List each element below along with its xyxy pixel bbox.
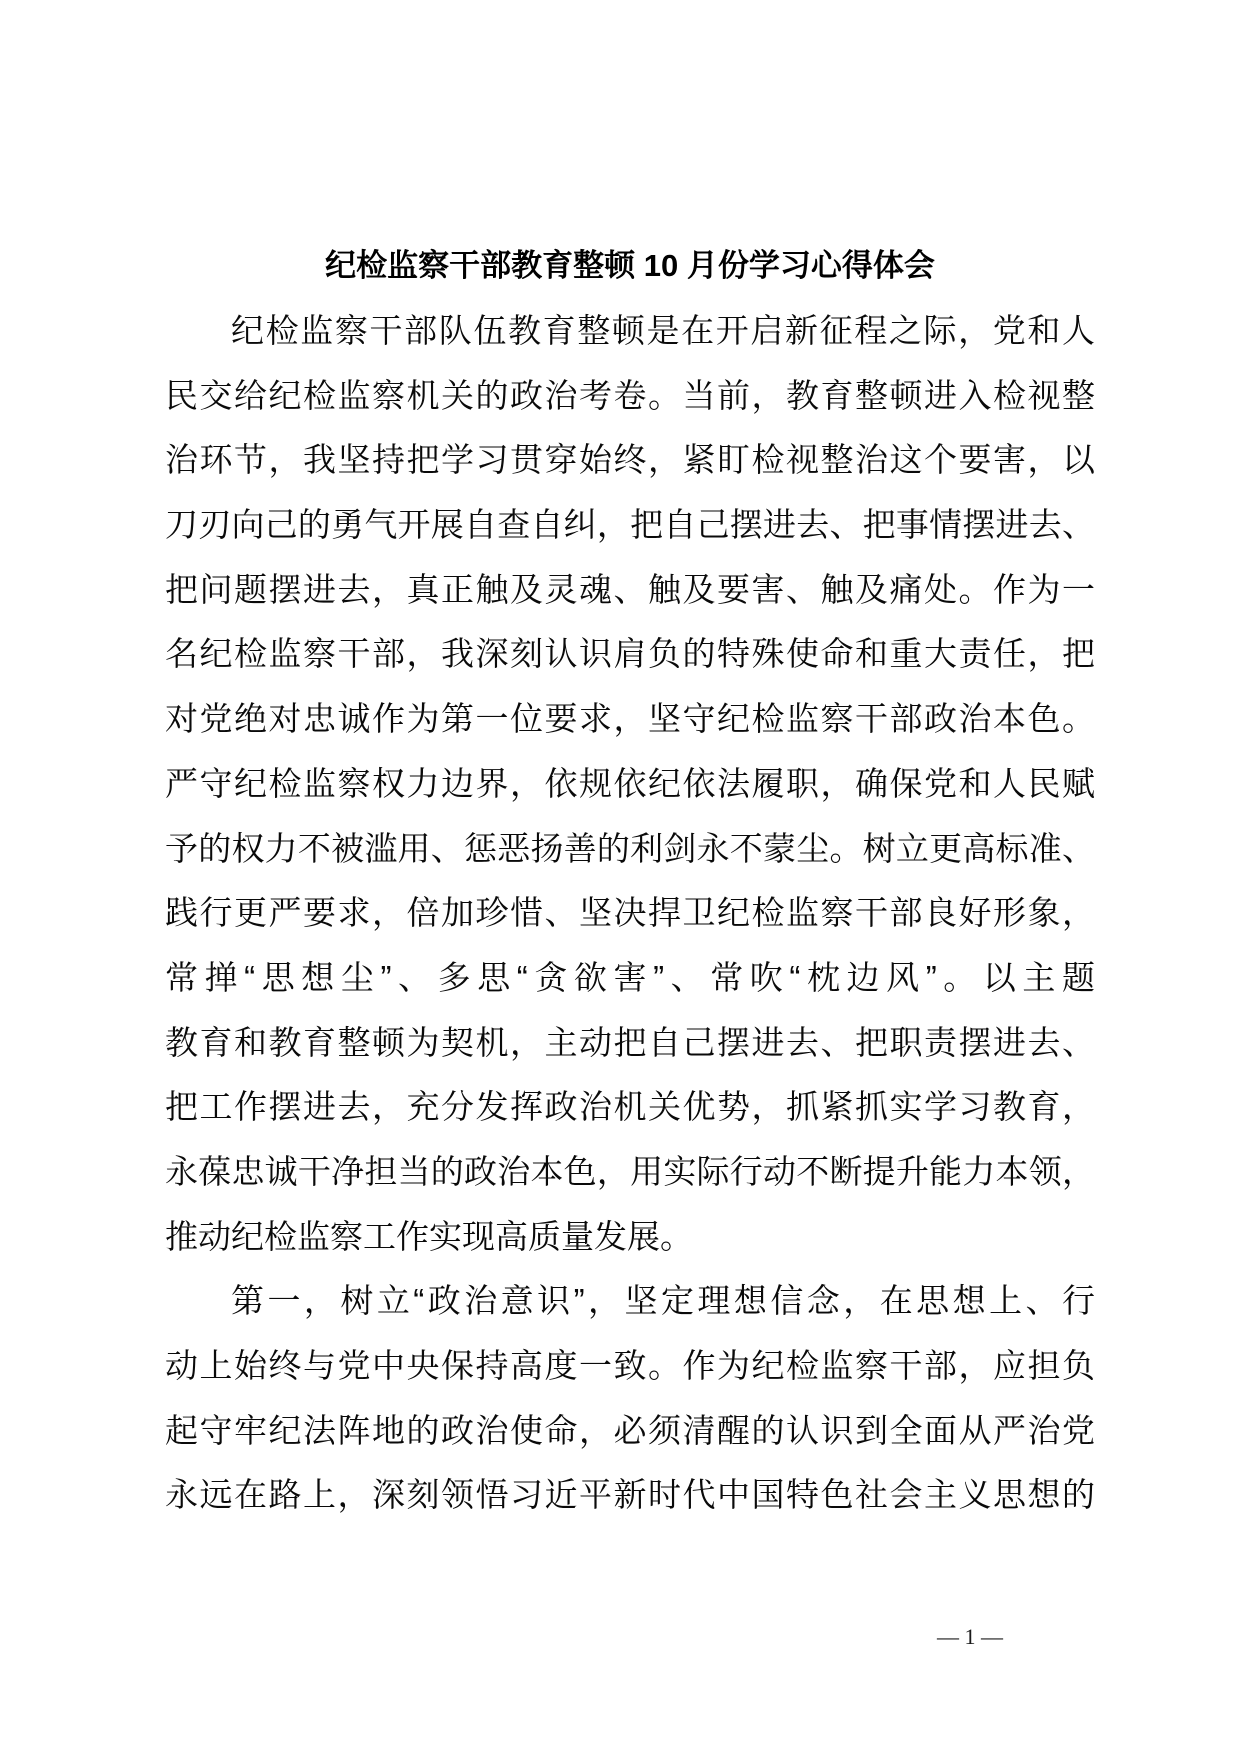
body-line: 动上始终与党中央保持高度一致。作为纪检监察干部，应担负 [165,1347,1095,1384]
body-line: 予的权力不被滥用、惩恶扬善的利剑永不蒙尘。树立更高标准、 [165,829,1095,867]
body-line: 治环节，我坚持把学习贯穿始终，紧盯检视整治这个要害，以 [165,441,1095,479]
body-line: 起守牢纪法阵地的政治使命，必须清醒的认识到全面从严治党 [165,1411,1095,1449]
body-line: 对党绝对忠诚作为第一位要求，坚守纪检监察干部政治本色。 [165,700,1095,738]
body-line: 永远在路上，深刻领悟习近平新时代中国特色社会主义思想的 [165,1476,1095,1514]
body-line: 把问题摆进去，真正触及灵魂、触及要害、触及痛处。作为一 [165,570,1095,608]
body-line: 常掸“思想尘”、多思“贪欲害”、常吹“枕边风”。以主题 [165,958,1095,996]
page-number: — 1 — [937,1624,1003,1649]
body-line: 践行更严要求，倍加珍惜、坚决捍卫纪检监察干部良好形象， [165,894,1095,932]
body-line: 纪检监察干部队伍教育整顿是在开启新征程之际，党和人 [231,312,1095,349]
body-line: 第一，树立“政治意识”，坚定理想信念，在思想上、行 [231,1282,1095,1320]
body-line: 教育和教育整顿为契机，主动把自己摆进去、把职责摆进去、 [165,1023,1095,1061]
body-line: 刀刃向己的勇气开展自查自纠，把自己摆进去、把事情摆进去、 [165,506,1095,544]
body-line: 把工作摆进去，充分发挥政治机关优势，抓紧抓实学习教育， [165,1088,1095,1126]
body-line-paragraph-end: 推动纪检监察工作实现高质量发展。 [165,1217,693,1255]
body-line: 永葆忠诚干净担当的政治本色，用实际行动不断提升能力本领， [165,1152,1095,1190]
body-line: 民交给纪检监察机关的政治考卷。当前，教育整顿进入检视整 [165,376,1095,414]
document-title: 纪检监察干部教育整顿 10 月份学习心得体会 [325,248,935,283]
body-line: 名纪检监察干部，我深刻认识肩负的特殊使命和重大责任，把 [165,635,1095,673]
body-line: 严守纪检监察权力边界，依规依纪依法履职，确保党和人民赋 [165,764,1095,802]
document-body [165,299,1095,1528]
